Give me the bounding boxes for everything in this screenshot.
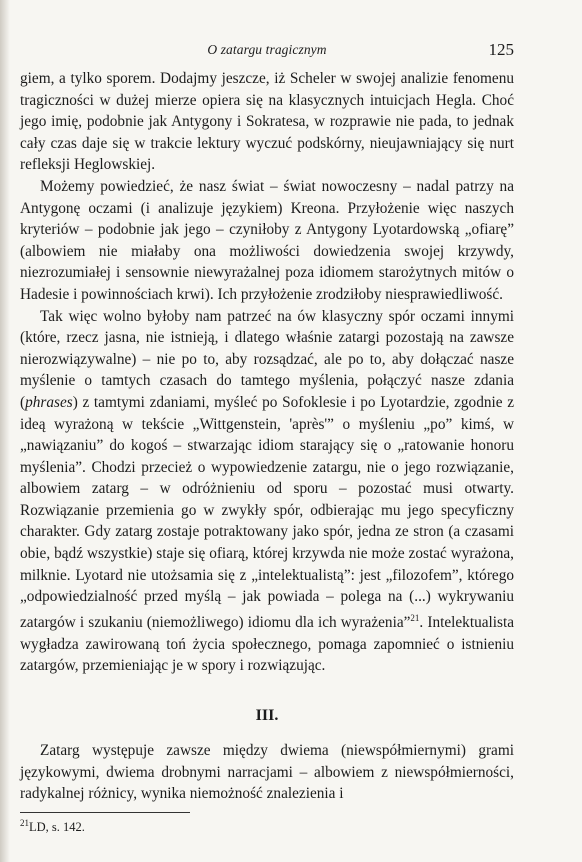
paragraph-text: . Intelektualista wygładza zawirowaną toń życia społecznego, pomaga zapomnieć o istnieniu zatargów, przemieniając je w spory i rozwiązując. (20, 613, 514, 675)
paragraph: giem, a tylko sporem. Dodajmy jeszcze, iż Scheler w swojej analizie fenomenu tragiczności w dużej mierze opiera się na klasycznych intuicjach Hegla. Choć jego imię, podobnie jak Antygony i Sokratesa, w rozprawie nie pada, to jednak cały czas daje się w trakcie lektury wyczuć podskórny, nieujawniający się nurt refleksji Heglowskiej. (20, 70, 514, 174)
running-title: O zatargu tragicznym (207, 42, 327, 57)
footnote-reference: 21 (410, 612, 420, 623)
paragraph-text: ) z tamtymi zdaniami, myśleć po Sofoklesie i po Lyotardzie, zgodnie z ideą wyrażoną w tekście „Wittgenstein, 'après'” o myśleniu „po” kimś, w „nawiązaniu” do kogoś – stwarzając idiom starający się o „ratowanie honoru myślenia”. Chodzi przecież o wypowiedzenie zatargu, nie o jego rozwiązanie, albowiem zatarg – w odróżnieniu od sporu – pozostać musi otwarty. Rozwiązanie przemienia go w zwykły spór, odbierając mu jego specyficzny charakter. Gdy zatarg zostaje potraktowany jako spór, jedna ze stron (a czasami obie, bądź wszystkie) staje się ofiarą, której krzywda nie może zostać wyrażona, milknie. Lyotard nie utożsamia się z „intelektualistą”: jest „filozofem”, którego „odpowiedzialność przed myślą – jak powiada – polega na (...) wykrywaniu zatargów i szukaniu (niemożliwego) idiomu dla ich wyrażenia” (20, 393, 514, 631)
page-gutter-shadow (0, 0, 10, 862)
paragraph-text: Tak więc wolno byłoby nam patrzeć na ów klasyczny spór oczami innymi (które, rzecz jasna, nie istnieją, i dlatego właśnie zatargi pozostają na zawsze nierozwiązywalne) – nie po to, aby rozsądzać, ale po to, aby dołączać nasze myślenie o tamtych czasach do tamtego myślenia, połączyć nasze zdania ( (20, 307, 514, 411)
page-header (20, 40, 514, 62)
section-text (20, 740, 514, 805)
section-heading: III. (255, 707, 279, 724)
emphasized-term: phrases (25, 393, 73, 411)
paragraph (20, 306, 514, 677)
body-text (20, 68, 514, 677)
page-number: 125 (488, 40, 514, 59)
footnote-number: 21 (20, 818, 29, 828)
paragraph: Zatarg występuje zawsze między dwiema (niewspółmiernymi) grami językowymi, dwiema drobnymi narracjami – albowiem z niewspółmierności, radykalnej różnicy, wynika niemożność znalezienia i (20, 742, 514, 803)
paragraph: Możemy powiedzieć, że nasz świat – świat nowoczesny – nadal patrzy na Antygonę oczami (i analizuje językiem) Kreona. Przyłożenie więc naszych kryteriów – podobnie jak jego – czyniłoby z Antygony Lyotardowską „ofiarę” (albowiem nie miałaby ona możliwości dowiedzenia swojej krzywdy, niezrozumiałej i sensownie niewyrażalnej poza idiomem starożytnych mitów o Hadesie i powinnościach krwi). Ich przyłożenie zrodziłoby niesprawiedliwość. (20, 177, 514, 303)
footnote-text: LD, s. 142. (29, 820, 85, 835)
footnote-divider (20, 812, 190, 813)
footnote (20, 818, 514, 835)
